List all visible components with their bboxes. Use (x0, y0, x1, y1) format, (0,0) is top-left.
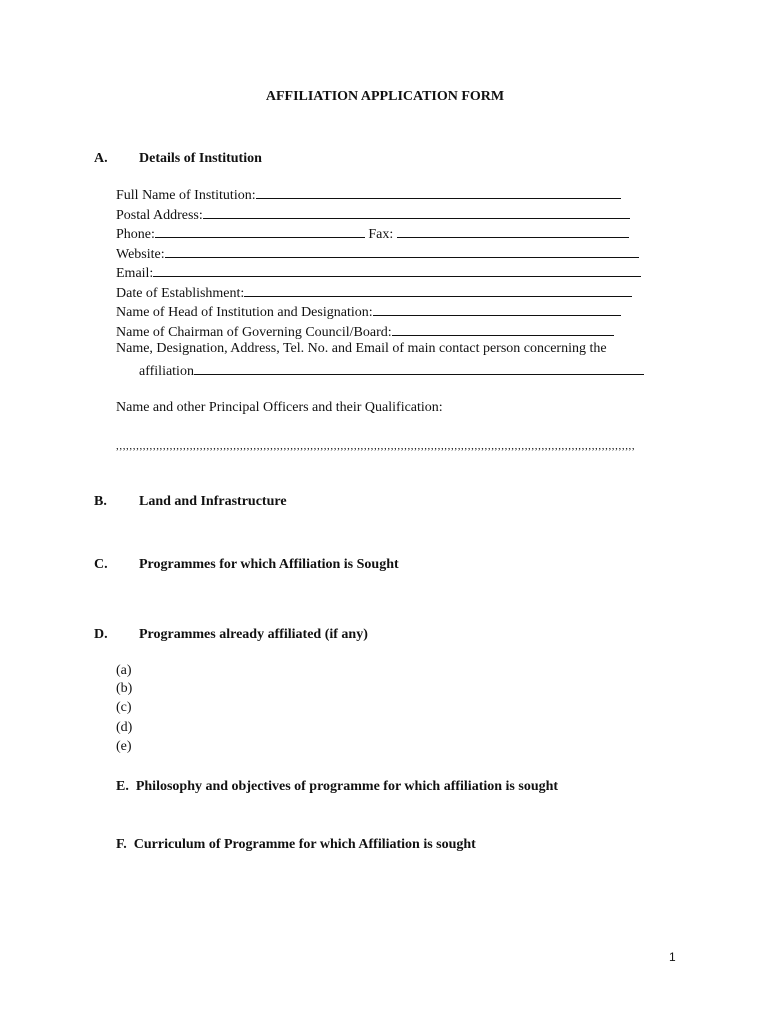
section-c-letter: C. (94, 557, 108, 572)
section-e-title: E. Philosophy and objectives of programme for which affiliation is sought (116, 779, 559, 794)
list-item: (a) (116, 663, 132, 678)
field-full-name-label: Full Name of Institution: (116, 188, 256, 203)
field-full-name-blank[interactable] (256, 185, 621, 199)
field-contact-affiliation (139, 361, 644, 380)
section-a-title: Details of Institution (139, 151, 262, 166)
section-a-letter: A. (94, 151, 108, 166)
field-full-name (116, 185, 621, 204)
field-fax-label: Fax: (364, 227, 397, 242)
field-head-institution (116, 302, 621, 321)
list-item: (c) (116, 700, 132, 715)
field-website (116, 244, 639, 263)
field-date-established-blank[interactable] (244, 283, 632, 297)
page-number: 1 (669, 950, 676, 964)
field-postal-address (116, 205, 630, 224)
field-contact-affiliation-label: affiliation (139, 364, 194, 379)
field-chairman-blank[interactable] (392, 322, 614, 336)
field-fax-blank[interactable] (397, 224, 629, 238)
field-email-blank[interactable] (153, 263, 641, 277)
field-date-established-label: Date of Establishment: (116, 286, 245, 301)
field-email (116, 263, 641, 282)
field-principal-officers: Name and other Principal Officers and their Qualification: (116, 400, 443, 415)
field-postal-address-blank[interactable] (203, 205, 630, 219)
field-chairman (116, 322, 614, 341)
comma-fill-line: ,,,,,,,,,,,,,,,,,,,,,,,,,,,,,,,,,,,,,,,,,,,,,,,,,,,,,,,,,,,,,,,,,,,,,,,,,,,,,,,,,,,,,,,,,,,,,,,,,,,,,,,,,,,,,,,,,,,,,,,,,,,,,,,,,,,,,,,,,,,,,,,,,,,,,,,,,,, (116, 440, 636, 452)
section-f-title: F. Curriculum of Programme for which Affiliation is sought (116, 837, 476, 852)
field-phone-fax (116, 224, 629, 243)
section-d-title: Programmes already affiliated (if any) (139, 627, 368, 642)
list-item: (e) (116, 739, 132, 754)
list-item: (d) (116, 720, 133, 735)
field-postal-address-label: Postal Address: (116, 208, 203, 223)
section-c-title: Programmes for which Affiliation is Sought (139, 557, 399, 572)
section-b-title: Land and Infrastructure (139, 494, 287, 509)
field-website-label: Website: (116, 247, 165, 262)
form-title: AFFILIATION APPLICATION FORM (265, 89, 505, 104)
field-contact-person: Name, Designation, Address, Tel. No. and Email of main contact person concerning the (116, 341, 607, 356)
list-item: (b) (116, 681, 133, 696)
field-email-label: Email: (116, 266, 154, 281)
field-chairman-label: Name of Chairman of Governing Council/Board: (116, 325, 392, 340)
field-contact-affiliation-blank[interactable] (194, 361, 644, 375)
field-phone-blank[interactable] (155, 224, 365, 238)
field-phone-label: Phone: (116, 227, 155, 242)
field-head-institution-blank[interactable] (373, 302, 621, 316)
field-head-institution-label: Name of Head of Institution and Designation: (116, 305, 373, 320)
section-d-letter: D. (94, 627, 108, 642)
section-b-letter: B. (94, 494, 107, 509)
field-website-blank[interactable] (165, 244, 639, 258)
field-date-established (116, 283, 632, 302)
